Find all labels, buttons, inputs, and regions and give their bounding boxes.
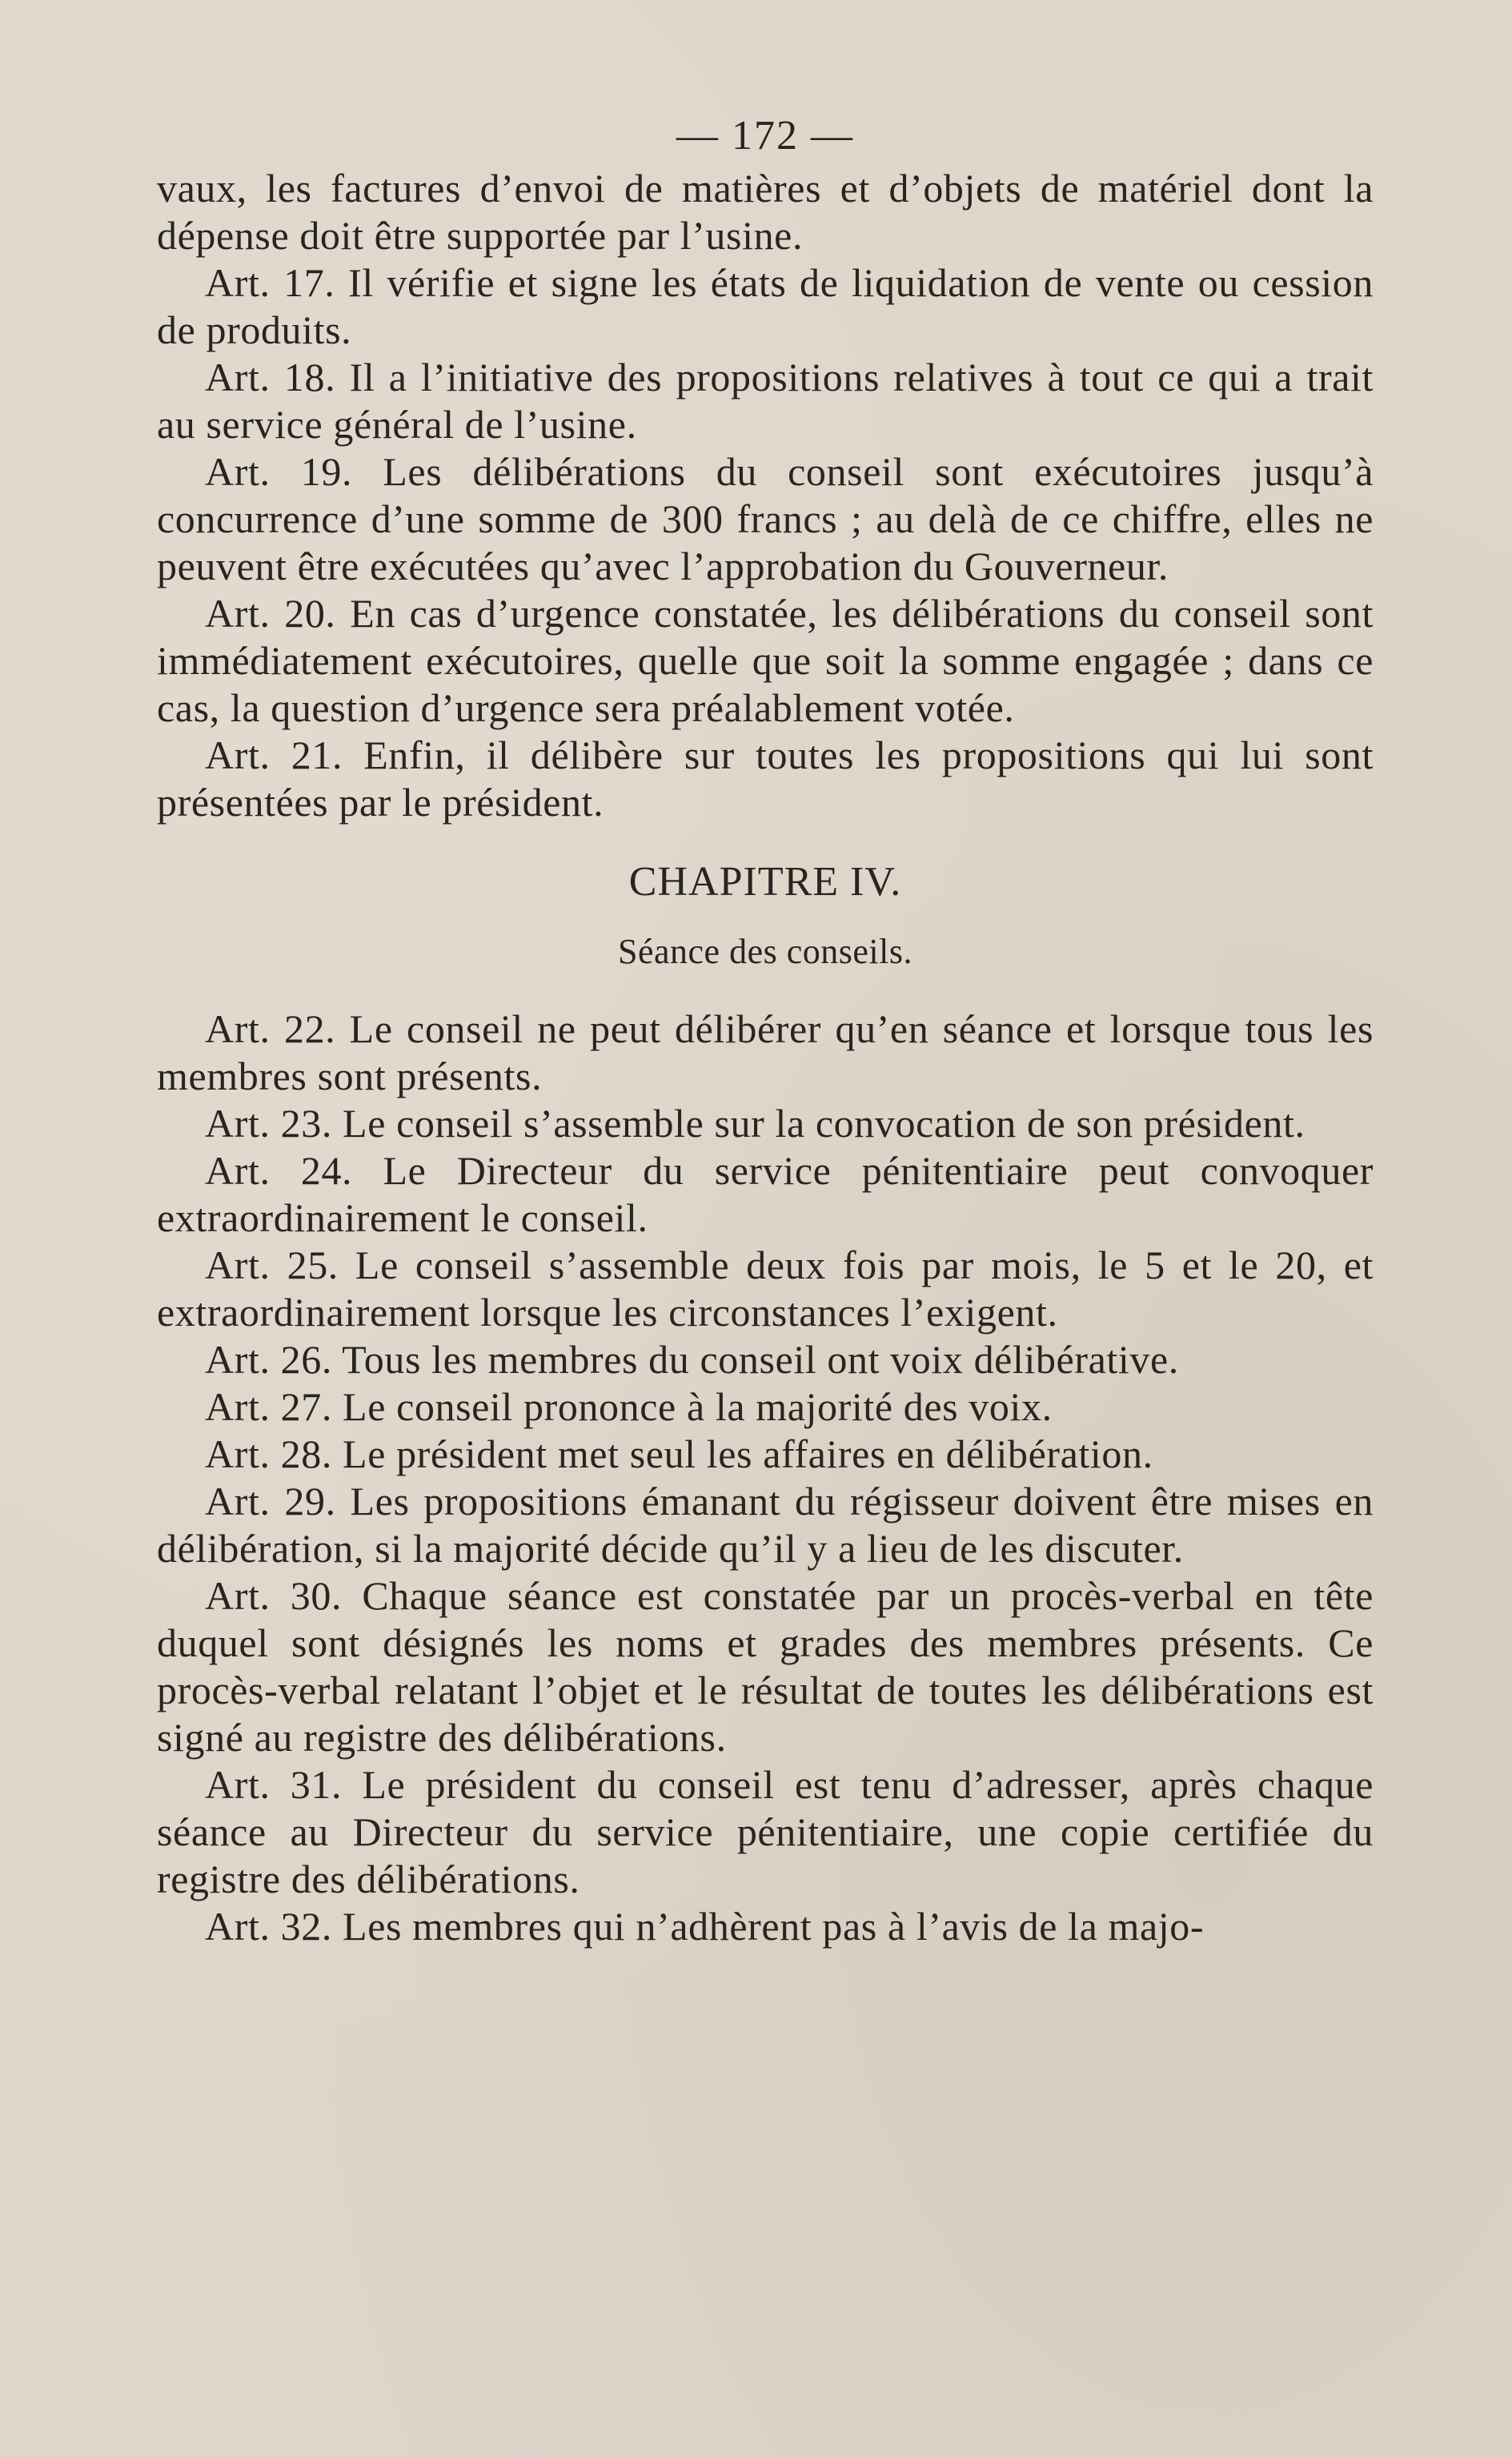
article-paragraph: Art. 25. Le conseil s’assemble deux fois par mois, le 5 et le 20, et extraordinairement lorsque les circonstances l’exigent.: [157, 1243, 1374, 1335]
article-paragraph: Art. 19. Les délibérations du conseil sont exécutoires jusqu’à concurrence d’une somme de 300 francs ; au delà de ce chiffre, elles ne peuvent être exécutées qu’avec l’approbation du Gouverneur.: [157, 449, 1374, 588]
article-paragraph: Art. 31. Le président du conseil est tenu d’adresser, après chaque séance au Directeur du service pénitentiaire, une copie certifiée du registre des délibérations.: [157, 1762, 1374, 1901]
article-paragraph: Art. 29. Les propositions émanant du régisseur doivent être mises en délibération, si la majorité décide qu’il y a lieu de les discuter.: [157, 1479, 1374, 1571]
text-block-after: [157, 1006, 1374, 1950]
article-paragraph: Art. 27. Le conseil prononce à la majorité des voix.: [205, 1384, 1053, 1429]
page-body: [157, 112, 1374, 1950]
article-paragraph: Art. 21. Enfin, il délibère sur toutes les propositions qui lui sont présentées par le président.: [157, 733, 1374, 825]
article-paragraph: Art. 28. Le président met seul les affaires en délibération.: [205, 1431, 1153, 1476]
section-title: Séance des conseils.: [618, 932, 912, 971]
article-paragraph: Art. 22. Le conseil ne peut délibérer qu’en séance et lorsque tous les membres sont présents.: [157, 1006, 1374, 1098]
article-paragraph: Art. 23. Le conseil s’assemble sur la convocation de son président.: [205, 1101, 1305, 1146]
article-paragraph: Art. 17. Il vérifie et signe les états de liquidation de vente ou cession de produits.: [157, 260, 1374, 352]
article-paragraph: Art. 26. Tous les membres du conseil ont voix délibérative.: [205, 1337, 1179, 1382]
article-paragraph: Art. 32. Les membres qui n’adhèrent pas à l’avis de la majo-: [205, 1904, 1205, 1949]
article-paragraph: Art. 24. Le Directeur du service pénitentiaire peut convoquer extraordinairement le conseil.: [157, 1148, 1374, 1240]
article-paragraph: Art. 30. Chaque séance est constatée par un procès-verbal en tête duquel sont désignés les noms et grades des membres présents. Ce procès-verbal relatant l’objet et le résultat de toutes les délibérations est signé au registre des délibérations.: [157, 1573, 1374, 1760]
article-paragraph: Art. 20. En cas d’urgence constatée, les délibérations du conseil sont immédiatement exécutoires, quelle que soit la somme engagée ; dans ce cas, la question d’urgence sera préalablement votée.: [157, 591, 1374, 730]
page-number: — 172 —: [676, 113, 854, 159]
chapter-title: CHAPITRE IV.: [628, 859, 902, 905]
text-block-before: [157, 165, 1374, 826]
article-paragraph: Art. 18. Il a l’initiative des propositions relatives à tout ce qui a trait au service général de l’usine.: [157, 355, 1374, 447]
article-paragraph: vaux, les factures d’envoi de matières et d’objets de matériel dont la dépense doit être supportée par l’usine.: [157, 166, 1374, 258]
